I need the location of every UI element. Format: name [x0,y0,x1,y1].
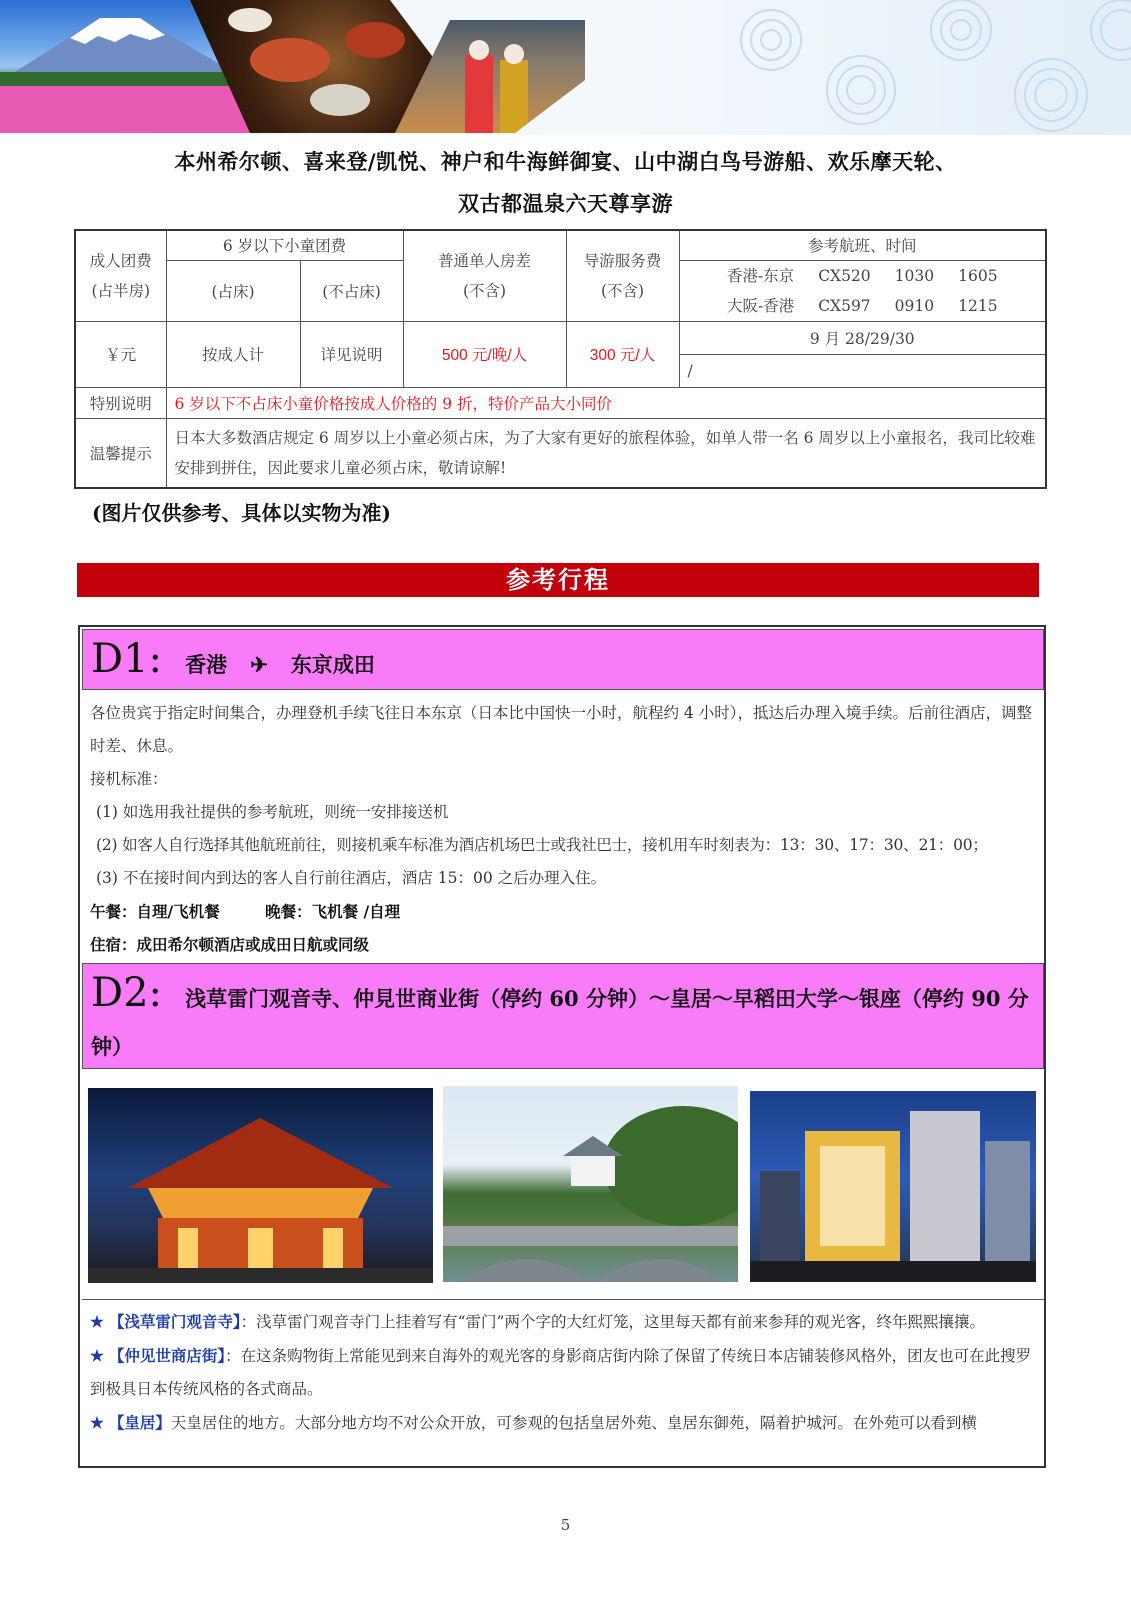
spot-description: 浅草雷门观音寺门上挂着写有“雷门”两个字的大红灯笼，这里每天都有前来参拜的观光客，终年熙熙攘攘。 [256,1313,985,1331]
day1-number: D1: [91,636,162,682]
flight-row-1 [680,261,1046,291]
photo-reference-note: (图片仅供参考、具体以实物为准) [92,501,391,525]
spot-separator: ： [225,1347,241,1365]
pickup-item: (2) 如客人自行选择其他航班前往，则接机乘车标准为酒店机场巴士或我社巴士，接机用车时刻表为：13：30、17：30、21：00； [96,836,988,854]
header-banner [0,0,1131,135]
imperial-palace-photo [443,1086,738,1282]
pickup-item: (3) 不在接时间内到达的客人自行前往酒店，酒店 15：00 之后办理入住。 [96,869,607,887]
itinerary-box [78,625,1046,1468]
flight-code: CX597 [818,296,871,315]
spot-description: 天皇居住的地方。大部分地方均不对公众开放，可参观的包括皇居外苑、皇居东御苑，隔着护城河。在外苑可以看到横 [170,1414,977,1432]
guide-fee-price: 300 元/人 [566,321,679,387]
sensoji-temple-photo [88,1088,433,1283]
flight-row-2 [680,291,1046,321]
day2-number: D2: [91,970,162,1016]
flight-code: CX520 [818,266,871,285]
spot-separator: ： [240,1313,257,1331]
adult-fee-header-cell [75,230,166,321]
single-room-header: 普通单人房差 [438,251,532,270]
tip-label: 温馨提示 [75,418,166,488]
day1-stay: 住宿：成田希尔顿酒店或成田日航或同级 [90,935,370,954]
wave-pattern-decoration [711,0,1131,135]
star-icon: ★ [90,1413,104,1432]
adult-fee-header: 成人团费 [89,251,152,270]
tip-text: 日本大多数酒店规定 6 周岁以上小童必须占床，为了大家有更好的旅程体验，如单人带一名 6 周岁以上小童报名，我司比较难安排到拼住，因此要求儿童必须占床，敬请谅解! [166,418,1046,488]
child-bed-price: 按成人计 [166,321,300,387]
flight-departure: 0910 [894,296,935,315]
airplane-icon: ✈ [250,652,268,677]
flight-route: 香港-东京 [726,266,795,285]
guide-fee-header: 导游服务费 [583,251,662,270]
spot-nakamise [90,1339,1034,1406]
child-bed-header: (占床) [166,260,300,321]
flight-arrival: 1215 [958,296,998,315]
itinerary-section-title: 参考行程 [77,563,1039,597]
divider [82,1299,1044,1300]
pickup-item: (1) 如选用我社提供的参考航班，则统一安排接送机 [96,803,449,821]
day2-header [82,963,1044,1069]
departure-dates-2: / [679,354,1046,387]
adult-fee-sub: (占半房) [91,281,151,300]
child-nobed-header: (不占床) [300,260,403,321]
spot-description: 在这条购物街上常能见到来自海外的观光客的身影商店街内除了保留了传统日本店铺装修风格外，团友也可在此搜罗到极具日本传统风格的各式商品。 [90,1347,1032,1398]
spot-name: 【皇居】 [108,1413,171,1432]
day1-from: 香港 [185,652,228,677]
day1-lunch: 午餐：自理/飞机餐 [90,902,220,921]
single-room-price: 500 元/晚/人 [403,321,566,387]
spot-name: 【仲见世商店街】 [108,1346,226,1365]
flight-route: 大阪-香港 [726,296,795,315]
guide-fee-sub: (不含) [600,281,645,300]
flight-departure: 1030 [894,266,935,285]
spot-imperial-palace [90,1406,1034,1440]
single-room-sub: (不含) [462,281,507,300]
adult-price: ￥元 [75,321,166,387]
ginza-street-photo [750,1091,1036,1282]
day2-title: 浅草雷门观音寺、仲見世商业街（停约 60 分钟）～皇居～早稻田大学～银座（停约 90 分钟） [91,986,1029,1059]
tour-title-line2: 双古都温泉六天尊享游 [458,191,673,216]
special-note-label: 特别说明 [75,387,166,418]
pickup-label: 接机标准： [90,770,168,788]
tour-title-line1: 本州希尔顿、喜来登/凯悦、神户和牛海鲜御宴、山中湖白鸟号游船、欢乐摩天轮、 [174,149,957,174]
flight-list [679,260,1046,321]
day1-dinner: 晚餐：飞机餐 /自理 [265,902,401,921]
departure-dates: 9 月 28/29/30 [679,321,1046,354]
star-icon: ★ [90,1346,104,1365]
day1-body [90,697,1034,961]
day2-body [90,1305,1034,1440]
guide-fee-header-cell [566,230,679,321]
child-fee-header: 6 岁以下小童团费 [166,230,403,260]
flight-header: 参考航班、时间 [679,230,1046,260]
spot-name: 【浅草雷门观音寺】 [108,1312,241,1331]
star-icon: ★ [90,1312,104,1331]
day1-description: 各位贵宾于指定时间集合，办理登机手续飞往日本东京（日本比中国快一小时，航程约 4 小时），抵达后办理入境手续。后前往酒店，调整时差、休息。 [90,704,1032,755]
day1-to: 东京成田 [290,652,375,677]
day1-header [82,629,1044,690]
price-table [74,229,1047,489]
spot-sensoji [90,1305,1034,1339]
special-note-text: 6 岁以下不占床小童价格按成人价格的 9 折，特价产品大小同价 [166,387,1046,418]
page-number: 5 [560,1516,571,1534]
flight-arrival: 1605 [958,266,998,285]
single-room-header-cell [403,230,566,321]
child-nobed-price: 详见说明 [300,321,403,387]
geisha-photo [395,20,585,133]
